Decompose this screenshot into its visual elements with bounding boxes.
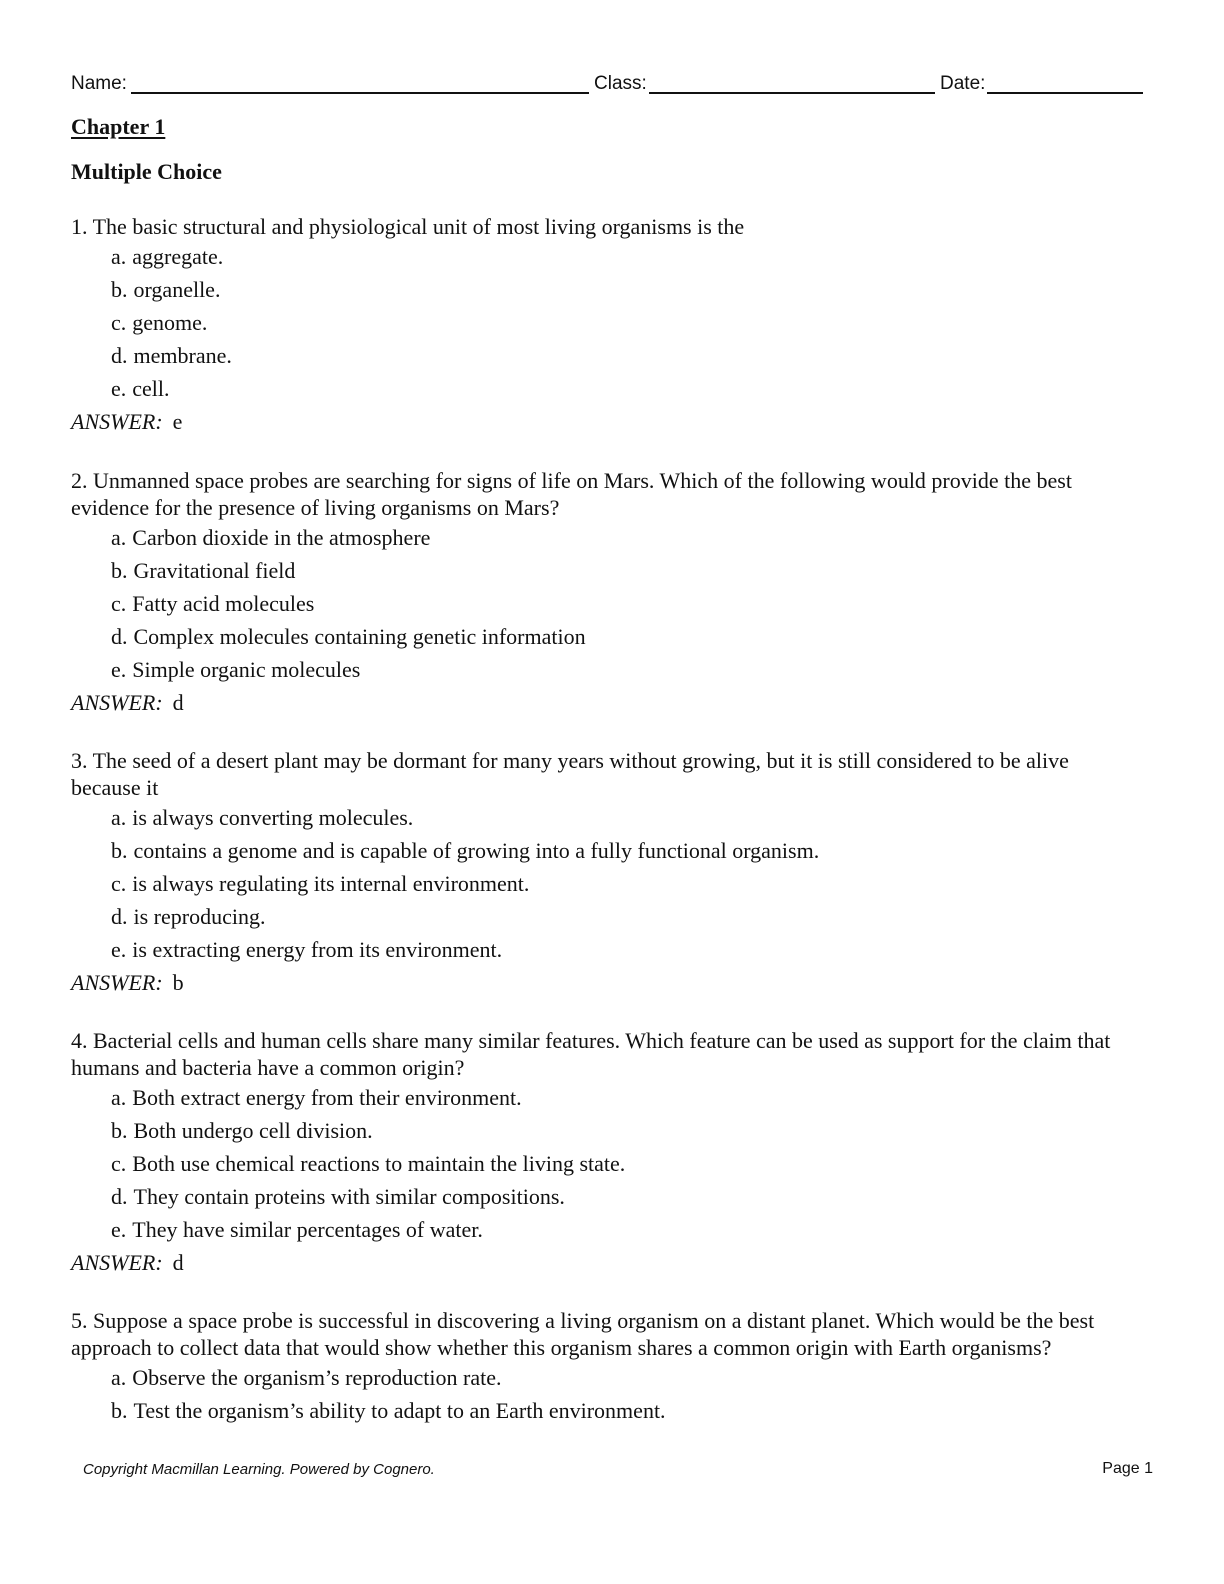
option-text: contains a genome and is capable of growing into a fully functional organism.: [133, 838, 820, 863]
option-b: [71, 834, 1143, 867]
answer-line: [71, 686, 1143, 719]
option-letter: e.: [111, 937, 127, 962]
option-d: [71, 339, 1143, 372]
question-text: The basic structural and physiological unit of most living organisms is the: [92, 214, 745, 239]
option-letter: c.: [111, 871, 127, 896]
option-letter: c.: [111, 1151, 127, 1176]
option-b: [71, 1394, 1143, 1427]
answer-label: ANSWER:: [71, 409, 163, 434]
option-letter: d.: [111, 904, 128, 929]
answer-options: [71, 240, 1143, 405]
option-letter: c.: [111, 310, 127, 335]
option-letter: a.: [111, 1085, 127, 1110]
option-text: Complex molecules containing genetic information: [133, 624, 586, 649]
date-blank-line: [987, 92, 1143, 94]
option-text: is always converting molecules.: [132, 805, 414, 830]
question-text: Bacterial cells and human cells share many similar features. Which feature can be used as support for the claim that humans and bacteria have a common origin?: [71, 1028, 1111, 1080]
answer-line: [71, 405, 1143, 438]
option-c: [71, 306, 1143, 339]
option-a: [71, 240, 1143, 273]
option-text: Both use chemical reactions to maintain the living state.: [132, 1151, 626, 1176]
option-c: [71, 867, 1143, 900]
option-text: They have similar percentages of water.: [132, 1217, 483, 1242]
date-label: Date:: [940, 73, 986, 94]
option-a: [71, 1361, 1143, 1394]
option-letter: b.: [111, 558, 128, 583]
name-label: Name:: [71, 73, 127, 94]
question-stem: [71, 467, 1143, 521]
option-text: Carbon dioxide in the atmosphere: [132, 525, 431, 550]
answer-options: [71, 521, 1143, 686]
question-number: 2.: [71, 468, 88, 493]
question-stem: [71, 747, 1143, 801]
option-letter: c.: [111, 591, 127, 616]
option-a: [71, 521, 1143, 554]
answer-label: ANSWER:: [71, 690, 163, 715]
option-c: [71, 587, 1143, 620]
option-letter: a.: [111, 805, 127, 830]
option-d: [71, 900, 1143, 933]
option-d: [71, 1180, 1143, 1213]
question-2: [71, 467, 1143, 719]
question-3: [71, 747, 1143, 999]
option-letter: e.: [111, 657, 127, 682]
option-text: is always regulating its internal environment.: [132, 871, 530, 896]
page-number: Page 1: [1102, 1460, 1153, 1477]
option-letter: a.: [111, 244, 127, 269]
answer-options: [71, 1361, 1143, 1427]
question-number: 1.: [71, 214, 88, 239]
answer-value: b: [172, 970, 184, 995]
question-text: The seed of a desert plant may be dormant for many years without growing, but it is still considered to be alive because it: [71, 748, 1069, 800]
question-5: [71, 1307, 1143, 1427]
option-text: Test the organism’s ability to adapt to an Earth environment.: [133, 1398, 666, 1423]
option-letter: b.: [111, 1118, 128, 1143]
option-e: [71, 933, 1143, 966]
option-text: organelle.: [133, 277, 221, 302]
option-text: cell.: [132, 376, 170, 401]
option-e: [71, 653, 1143, 686]
option-b: [71, 554, 1143, 587]
answer-label: ANSWER:: [71, 1250, 163, 1275]
question-stem: [71, 1027, 1143, 1081]
question-text: Unmanned space probes are searching for signs of life on Mars. Which of the following would provide the best evidence for the presence of living organisms on Mars?: [71, 468, 1072, 520]
answer-value: d: [172, 1250, 184, 1275]
question-stem: [71, 1307, 1143, 1361]
answer-options: [71, 1081, 1143, 1246]
option-a: [71, 801, 1143, 834]
option-a: [71, 1081, 1143, 1114]
option-c: [71, 1147, 1143, 1180]
option-letter: e.: [111, 1217, 127, 1242]
option-text: Both extract energy from their environment.: [132, 1085, 522, 1110]
option-letter: b.: [111, 277, 128, 302]
question-number: 4.: [71, 1028, 88, 1053]
section-title: Multiple Choice: [71, 159, 222, 184]
option-d: [71, 620, 1143, 653]
answer-value: e: [172, 409, 183, 434]
option-letter: e.: [111, 376, 127, 401]
option-b: [71, 273, 1143, 306]
option-text: membrane.: [133, 343, 232, 368]
class-blank-line: [649, 92, 935, 94]
option-text: genome.: [132, 310, 208, 335]
answer-line: [71, 1246, 1143, 1279]
option-text: Fatty acid molecules: [132, 591, 315, 616]
student-info-header: [71, 70, 1143, 98]
copyright-footer: Copyright Macmillan Learning. Powered by Cognero.: [83, 1461, 435, 1478]
option-text: They contain proteins with similar compositions.: [133, 1184, 565, 1209]
question-stem: [71, 213, 1143, 240]
option-text: Observe the organism’s reproduction rate.: [132, 1365, 502, 1390]
option-letter: d.: [111, 1184, 128, 1209]
option-text: Both undergo cell division.: [133, 1118, 373, 1143]
question-text: Suppose a space probe is successful in discovering a living organism on a distant planet. Which would be the best approach to collect data that would show whether this organism shares a common origin with Earth organisms?: [71, 1308, 1095, 1360]
option-letter: d.: [111, 624, 128, 649]
option-text: is extracting energy from its environment.: [132, 937, 503, 962]
class-label: Class:: [594, 73, 647, 94]
name-blank-line: [131, 92, 589, 94]
option-text: Gravitational field: [133, 558, 296, 583]
option-letter: a.: [111, 525, 127, 550]
question-number: 5.: [71, 1308, 88, 1333]
answer-options: [71, 801, 1143, 966]
option-text: Simple organic molecules: [132, 657, 361, 682]
question-4: [71, 1027, 1143, 1279]
option-letter: b.: [111, 1398, 128, 1423]
answer-line: [71, 966, 1143, 999]
question-number: 3.: [71, 748, 88, 773]
option-letter: a.: [111, 1365, 127, 1390]
question-1: [71, 213, 1143, 438]
option-e: [71, 1213, 1143, 1246]
chapter-title: Chapter 1: [71, 114, 166, 139]
option-letter: d.: [111, 343, 128, 368]
option-text: is reproducing.: [133, 904, 266, 929]
option-letter: b.: [111, 838, 128, 863]
answer-label: ANSWER:: [71, 970, 163, 995]
option-b: [71, 1114, 1143, 1147]
answer-value: d: [172, 690, 184, 715]
option-text: aggregate.: [132, 244, 224, 269]
option-e: [71, 372, 1143, 405]
